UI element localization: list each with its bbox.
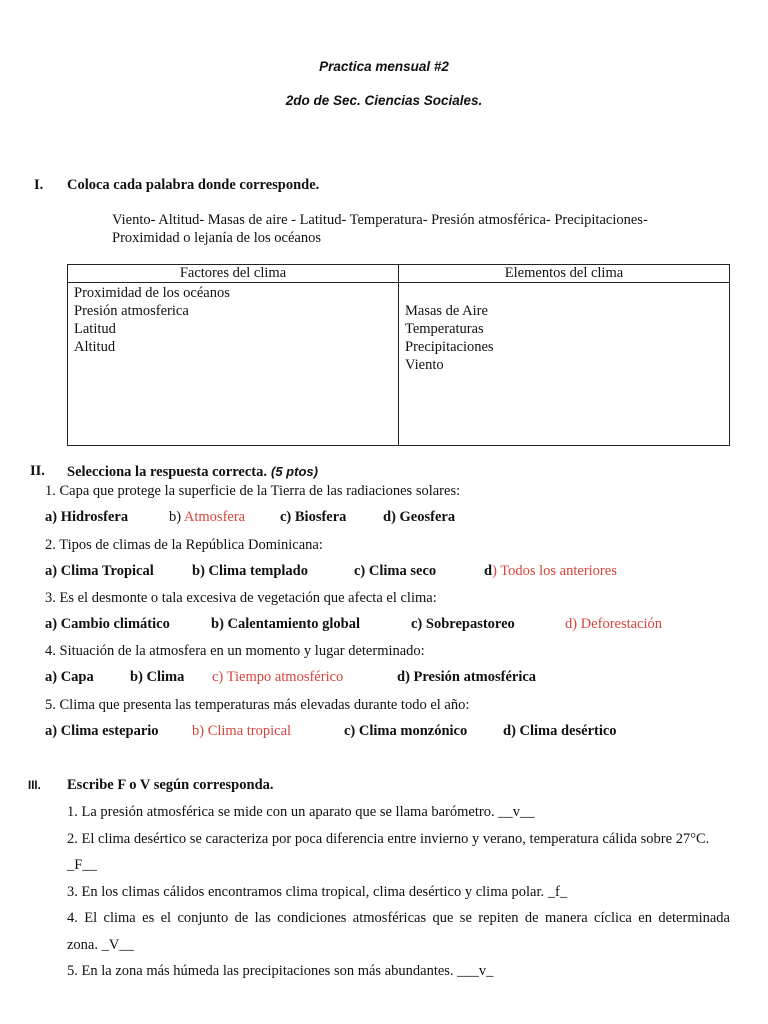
elemento-item: Viento (405, 357, 444, 373)
section-1-number: I. (34, 177, 44, 193)
q5-option-b: b) Clima tropical (192, 723, 292, 739)
q4-option-a: a) Capa (45, 669, 94, 685)
word-bank-line-2: Proximidad o lejanía de los océanos (112, 230, 321, 246)
factor-item: Altitud (74, 339, 116, 355)
word-bank-line-1: Viento- Altitud- Masas de aire - Latitud- Temperatura- Presión atmosférica- Precipitaciones- (112, 212, 648, 228)
q2-option-c: c) Clima seco (354, 563, 437, 579)
q2-option-b: b) Clima templado (192, 563, 308, 579)
page-subtitle: 2do de Sec. Ciencias Sociales. (285, 93, 483, 108)
q4-option-d: d) Presión atmosférica (397, 669, 537, 685)
q1-option-b-text: Atmosfera (183, 509, 246, 525)
q1-option-b (169, 509, 245, 526)
q5-option-d: d) Clima desértico (503, 723, 617, 739)
tf-item-4-continued: zona. _V__ (67, 937, 134, 953)
elemento-item: Temperaturas (405, 321, 484, 337)
q3-option-c: c) Sobrepastoreo (411, 616, 515, 632)
q1-option-b-prefix: b) (169, 509, 184, 525)
q1-option-a: a) Hidrosfera (45, 509, 129, 525)
q2-option-d-prefix: d (484, 563, 493, 579)
question-3: 3. Es el desmonte o tala excesiva de vegetación que afecta el clima: (45, 590, 437, 606)
q2-option-a: a) Clima Tropical (45, 563, 154, 579)
elemento-item: Precipitaciones (405, 339, 494, 355)
elemento-item: Masas de Aire (405, 303, 488, 319)
tf-item-4: 4. El clima es el conjunto de las condiciones atmosféricas que se repiten de manera cíclica en determinada (67, 910, 730, 926)
q2-option-d (484, 563, 617, 580)
tf-item-1: 1. La presión atmosférica se mide con un aparato que se llama barómetro. __v__ (67, 804, 535, 820)
q3-option-d: d) Deforestación (565, 616, 663, 632)
section-3-title: Escribe F o V según corresponda. (67, 777, 274, 793)
q1-option-c: c) Biosfera (280, 509, 347, 525)
section-1-title: Coloca cada palabra donde corresponde. (67, 177, 320, 193)
q3-option-b: b) Calentamiento global (211, 616, 361, 632)
tf-item-2: 2. El clima desértico se caracteriza por poca diferencia entre invierno y verano, temperatura cálida sobre 27°C. (67, 831, 710, 847)
section-2-number: II. (30, 463, 45, 479)
q1-option-d: d) Geosfera (383, 509, 456, 525)
page-title: Practica mensual #2 (319, 59, 449, 74)
elementos-cell (399, 283, 730, 446)
section-3-number: III. (28, 780, 41, 792)
tf-item-5: 5. En la zona más húmeda las precipitaciones son más abundantes. ___v_ (67, 963, 494, 979)
tf-item-3: 3. En los climas cálidos encontramos clima tropical, clima desértico y clima polar. _f_ (67, 884, 568, 900)
q2-option-d-text: ) Todos los anteriores (492, 563, 617, 579)
points-label: (5 ptos) (271, 464, 318, 479)
climate-table (67, 264, 730, 446)
factores-cell (68, 283, 399, 446)
q3-option-a: a) Cambio climático (45, 616, 170, 632)
section-2-heading (67, 463, 318, 481)
q4-option-c: c) Tiempo atmosférico (212, 669, 344, 685)
question-2: 2. Tipos de climas de la República Dominicana: (45, 537, 323, 553)
factor-item: Presión atmosferica (74, 303, 189, 319)
question-4: 4. Situación de la atmosfera en un momento y lugar determinado: (45, 643, 425, 659)
q5-option-c: c) Clima monzónico (344, 723, 468, 739)
elemento-item-blank (405, 284, 723, 302)
factor-item: Proximidad de los océanos (74, 285, 230, 301)
question-1: 1. Capa que protege la superficie de la Tierra de las radiaciones solares: (45, 483, 461, 499)
header-elementos: Elementos del clima (399, 265, 730, 283)
section-2-title: Selecciona la respuesta correcta. (67, 464, 267, 480)
header-factores: Factores del clima (68, 265, 399, 283)
factor-item: Latitud (74, 321, 116, 337)
q5-option-a: a) Clima estepario (45, 723, 159, 739)
question-5: 5. Clima que presenta las temperaturas más elevadas durante todo el año: (45, 697, 470, 713)
tf-item-2-answer: _F__ (67, 857, 97, 873)
q4-option-b: b) Clima (130, 669, 185, 685)
